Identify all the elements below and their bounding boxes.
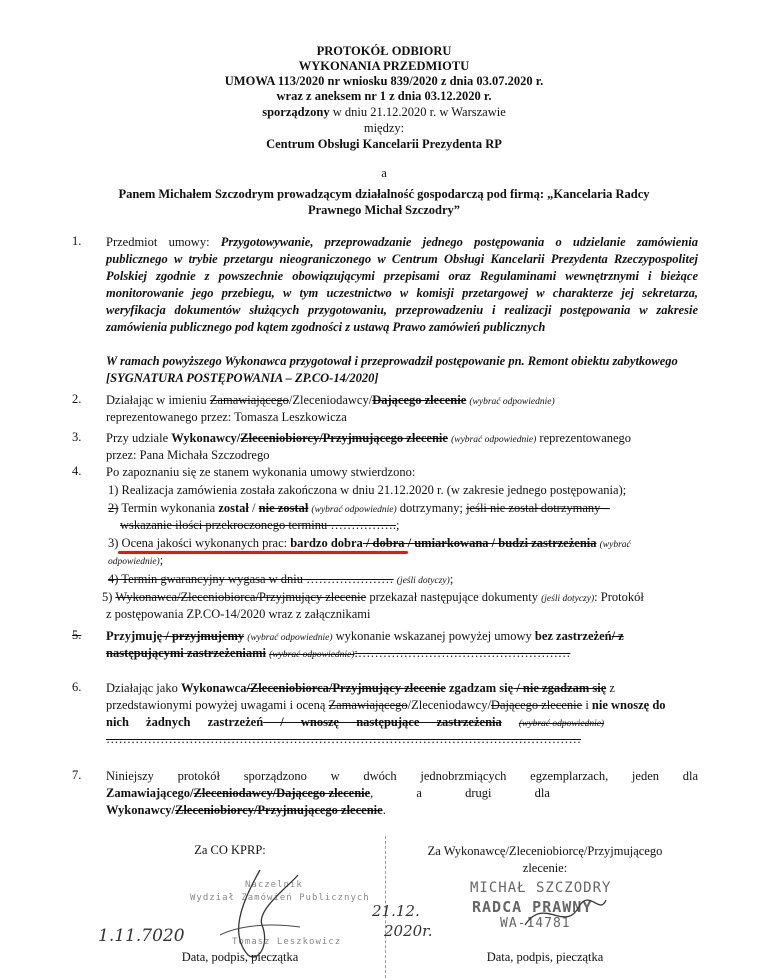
signature-right-title: Za Wykonawcę/Zleceniobiorcę/Przyjmującego zlecenie: <box>427 844 663 875</box>
item-2-represented: reprezentowanego przez: Tomasza Leszkowicza <box>106 410 347 424</box>
signature-right-scribble <box>520 885 610 945</box>
signature-right-caption: Data, podpis, pieczątka <box>486 950 604 964</box>
stamp-right-name: MICHAŁ SZCZODRY <box>470 880 612 896</box>
item-6-remarks: przedstawionymi powyżej uwagami i oceną Zamawiającego/Zleceniodawcy/Dającego zlecenie i nie wnoszę do <box>106 698 666 712</box>
sub-1-completion: 1) Realizacja zamówienia została zakończona w dniu 21.12.2020 r. (w zakresie jednego postępowania); <box>108 483 627 497</box>
party-one: Centrum Obsługi Kancelarii Prezydenta RP <box>266 137 502 151</box>
item-4-intro: Po zapoznaniu się ze stanem wykonania umowy stwierdzono: <box>106 465 416 479</box>
sub-2-deadline: 2) Termin wykonania został / nie został (wybrać odpowiednie) dotrzymany; jeśli nie został dotrzymany – <box>108 501 610 515</box>
item-7-copies: Niniejszy protokół sporządzono w dwóch jednobrzmiących egzemplarzach, jeden dla <box>106 769 698 783</box>
sub-5-protocol: z postępowania ZP.CO-14/2020 wraz z załącznikami <box>106 607 371 621</box>
sub-5-documents: 5) Wykonawca/Zleceniobiorca/Przyjmujący zlecenie przekazał następujące dokumenty (jeśli dotyczy): Protokół <box>102 590 644 604</box>
protocol-subtitle: WYKONANIA PRZEDMIOTU <box>298 59 470 73</box>
between-line: między: <box>363 121 405 135</box>
handwritten-date-left: 1.11.7020 <box>98 926 185 946</box>
drawn-up-line: sporządzony w dniu 21.12.2020 r. w Warszawie <box>262 105 506 119</box>
item-6-contractor: Działając jako Wykonawca/Zleceniobiorca/Przyjmujący zlecenie zgadzam się / nie zgadzam się z <box>106 681 615 695</box>
stamp-left-title: Naczelnik <box>245 880 303 890</box>
stamp-right-number: WA-14781 <box>500 916 571 931</box>
item-6-blank: …………………………………………………………………………………………………… <box>106 732 581 746</box>
sub-3-quality: 3) Ocena jakości wykonanych prac: bardzo dobra / dobra / umiarkowana / budzi zastrzeżenia (wybrać <box>108 536 631 550</box>
item-number: 2. <box>72 392 82 406</box>
item-number: 1. <box>72 234 82 248</box>
signature-left-title: Za CO KPRP: <box>194 843 266 857</box>
item-number: 7. <box>72 768 82 782</box>
protocol-title: PROTOKÓŁ ODBIORU <box>316 44 452 58</box>
and-line: a <box>381 166 387 180</box>
item-3-participation: Przy udziale Wykonawcy/Zleceniobiorcy/Przyjmującego zlecenie (wybrać odpowiednie) reprezentowanego <box>106 431 632 445</box>
stamp-right-title: RADCA PRAWNY <box>472 898 593 916</box>
sub-2-exceeded: wskazanie ilości przekroczonego terminu …………….; <box>120 518 400 532</box>
contract-number: UMOWA 113/2020 nr wniosku 839/2020 z dnia 03.07.2020 r. <box>224 74 544 88</box>
item-1-subject: Przedmiot umowy: Przygotowywanie, przeprowadzanie jednego postępowania o udzielanie zamówienia publicznego w trybie przetargu nieograniczonego w Centrum Obsługi Kancelarii Prezydenta Rzeczypospolitej Polskiej zgodnie z powszechnie obowiązującymi przepisami oraz Regulaminami wewnętrznymi i bieżące monitorowanie jego przebiegu, w tym uczestnictwo w komisji przetargowej w charakterze jej sekretarza, weryfikacja dokumentów służących przygotowaniu, przeprowadzeniu i realizacji postępowania w zakresie zamówienia publicznego pod kątem zgodności z ustawą Prawo zamówień publicznych <box>106 235 698 334</box>
handwritten-date-right-day: 21.12. <box>372 902 420 920</box>
item-2-acting: Działając w imieniu Zamawiającego/Zleceniodawcy/Dającego zlecenie (wybrać odpowiednie) <box>106 393 555 407</box>
item-6-no-objections: nich żadnych zastrzeżeń / wnoszę następujące zastrzeżenia (wybrać odpowiednie) <box>106 715 605 729</box>
party-two-line1: Panem Michałem Szczodrym prowadzącym działalność gospodarczą pod firmą: „Kancelaria Radcy <box>118 187 650 201</box>
item-number: 3. <box>72 430 82 444</box>
handwritten-date-right-year: 2020r. <box>384 922 433 940</box>
item-1-scope: W ramach powyższego Wykonawca przygotował i przeprowadził postępowanie pn. Remont obiektu zabytkowego [SYGNATURA POSTĘPOWANIA – ZP.CO-14/2020] <box>106 354 678 385</box>
signature-left-caption: Data, podpis, pieczątka <box>181 950 299 964</box>
party-two-line2: Prawnego Michał Szczodry” <box>307 203 461 217</box>
sub-4-warranty: 4) Termin gwarancyjny wygasa w dniu ………………… (jeśli dotyczy); <box>108 572 454 586</box>
item-number: 6. <box>72 680 82 694</box>
item-7-contractor-copy: Wykonawcy/Zleceniobiorcy/Przyjmującego zlecenie. <box>106 803 386 817</box>
stamp-left-name: Tomasz Leszkowicz <box>232 937 342 947</box>
sub-3-choose: odpowiednie); <box>108 553 164 567</box>
item-5-reservations: następującymi zastrzeżeniami (wybrać odpowiednie):…………………………………………… <box>106 646 571 660</box>
annex-line: wraz z aneksem nr 1 z dnia 03.12.2020 r. <box>276 89 492 103</box>
item-5-acceptance: Przyjmuję / przyjmujemy (wybrać odpowiednie) wykonanie wskazanej powyżej umowy bez zastrzeżeń/ z <box>106 629 624 643</box>
item-7-copy-recipients: Zamawiającego/Zleceniodawcy/Dającego zlecenie, a drugi dla <box>106 786 550 800</box>
item-number: 5. <box>72 628 82 642</box>
item-3-person: przez: Pana Michała Szczodrego <box>106 448 270 462</box>
item-number: 4. <box>72 464 82 478</box>
stamp-left-department: Wydział Zamówień Publicznych <box>190 893 370 903</box>
